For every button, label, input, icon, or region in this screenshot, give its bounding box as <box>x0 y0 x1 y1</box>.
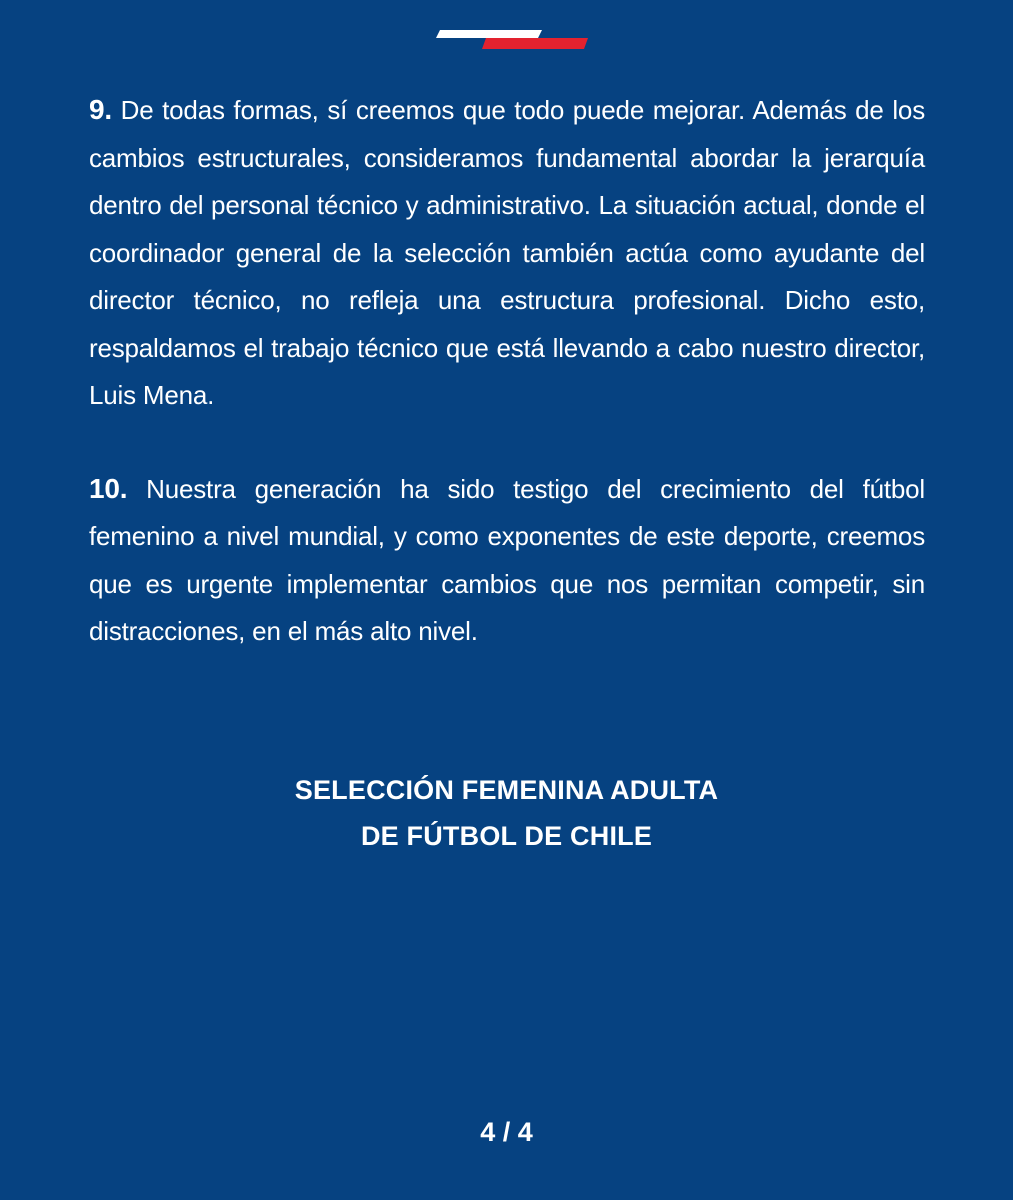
paragraph-text: De todas formas, sí creemos que todo puede mejorar. Además de los cambios estructurales, consideramos fundamental abordar la jerarquía dentro del personal técnico y administrativo. La situación actual, donde el coordinador general de la selección también actúa como ayudante del director técnico, no refleja una estructura profesional. Dicho esto, respaldamos el trabajo técnico que está llevando a cabo nuestro director, Luis Mena. <box>89 95 925 410</box>
paragraph-text: Nuestra generación ha sido testigo del crecimiento del fútbol femenino a nivel mundial, y como exponentes de este deporte, creemos que es urgente implementar cambios que nos permitan competir, sin distracciones, en el más alto nivel. <box>89 473 925 646</box>
paragraph-9 <box>89 86 925 420</box>
signature-line-1: SELECCIÓN FEMENINA ADULTA <box>294 775 719 805</box>
signature-line-2: DE FÚTBOL DE CHILE <box>360 821 653 851</box>
flag-white-stripe <box>436 30 542 38</box>
paragraph-number: 10. <box>89 472 128 504</box>
signature-block <box>0 767 1013 859</box>
page-number: 4 / 4 <box>480 1117 533 1147</box>
flag-stripes-logo <box>436 30 588 52</box>
flag-red-stripe <box>482 38 588 49</box>
statement-body <box>89 86 925 656</box>
paragraph-number: 9. <box>89 94 112 125</box>
paragraph-10 <box>89 465 925 656</box>
